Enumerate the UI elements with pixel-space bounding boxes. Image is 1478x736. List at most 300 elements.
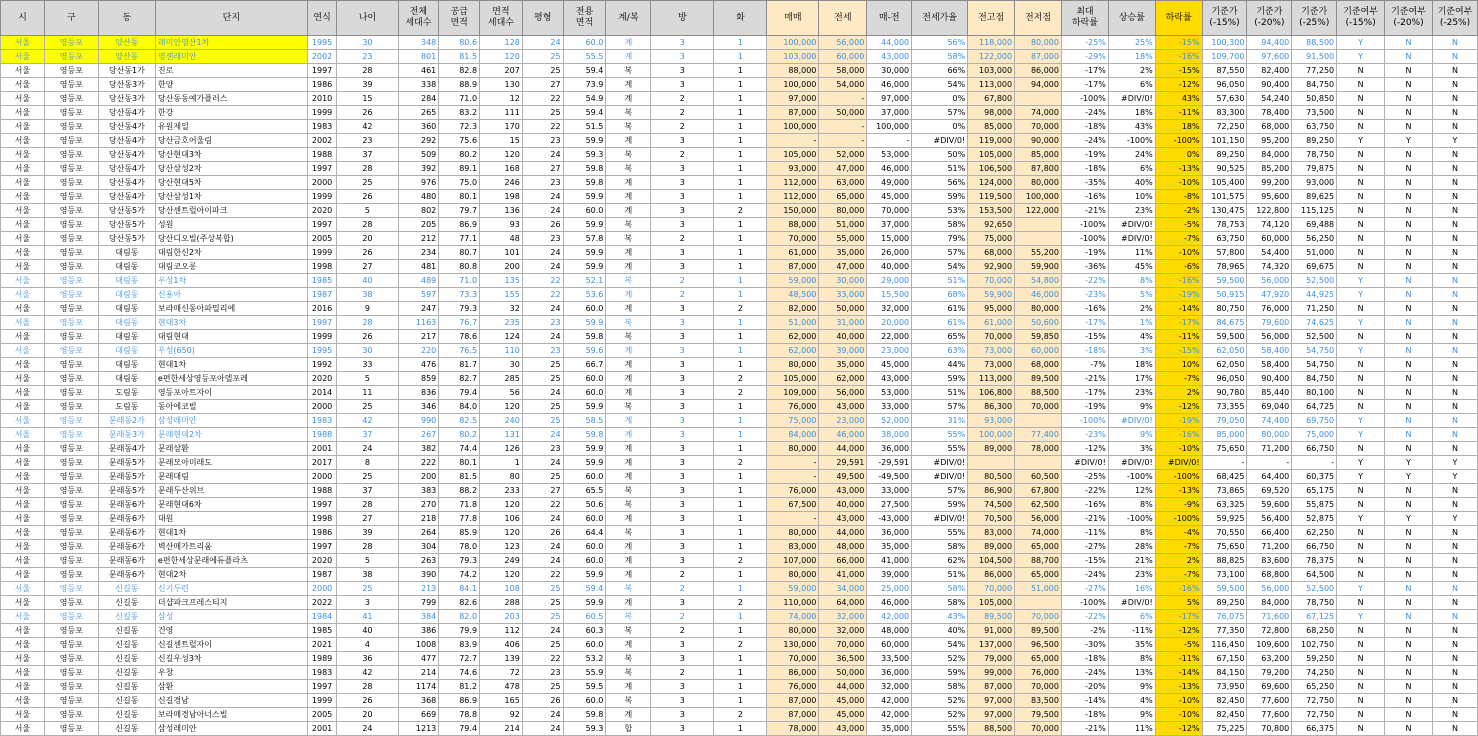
cell-base-flag-20[interactable]: N bbox=[1385, 50, 1433, 64]
cell-built-year[interactable]: 1997 bbox=[307, 218, 337, 232]
cell-base-price-15[interactable]: 78,965 bbox=[1202, 260, 1247, 274]
cell-dong[interactable]: 신길동 bbox=[98, 652, 155, 666]
cell-built-year[interactable]: 2020 bbox=[307, 554, 337, 568]
cell-rooms[interactable]: 3 bbox=[651, 204, 714, 218]
cell-dong[interactable]: 대림동 bbox=[98, 344, 155, 358]
cell-previous-high[interactable]: 119,500 bbox=[968, 190, 1015, 204]
header-dong[interactable]: 동 bbox=[98, 1, 155, 36]
header-city[interactable]: 시 bbox=[1, 1, 45, 36]
cell-base-flag-20[interactable]: N bbox=[1385, 148, 1433, 162]
cell-jeonse-ratio[interactable]: 52% bbox=[912, 708, 968, 722]
cell-base-price-15[interactable]: 116,450 bbox=[1202, 638, 1247, 652]
cell-city[interactable]: 서울 bbox=[1, 358, 45, 372]
cell-total-units[interactable]: 220 bbox=[398, 344, 439, 358]
cell-base-flag-20[interactable]: N bbox=[1385, 232, 1433, 246]
cell-sale-minus-jeonse[interactable]: 100,000 bbox=[867, 120, 912, 134]
cell-drop-rate[interactable]: #DIV/0! bbox=[1155, 456, 1202, 470]
cell-complex[interactable]: 문래두산위브 bbox=[155, 484, 307, 498]
cell-base-price-20[interactable]: 69,040 bbox=[1247, 400, 1292, 414]
cell-base-flag-20[interactable]: N bbox=[1385, 260, 1433, 274]
cell-max-drop-rate[interactable]: -100% bbox=[1061, 596, 1108, 610]
cell-rise-rate[interactable]: 2% bbox=[1108, 64, 1155, 78]
cell-complex[interactable]: 당산동동예가플러스 bbox=[155, 92, 307, 106]
cell-previous-high[interactable]: 98,000 bbox=[968, 106, 1015, 120]
cell-built-year[interactable]: 2020 bbox=[307, 204, 337, 218]
cell-sale-minus-jeonse[interactable]: 60,000 bbox=[867, 638, 912, 652]
cell-total-units[interactable]: 859 bbox=[398, 372, 439, 386]
table-row[interactable] bbox=[1, 554, 1478, 568]
cell-type[interactable]: 계 bbox=[606, 512, 651, 526]
cell-rise-rate[interactable]: 45% bbox=[1108, 260, 1155, 274]
cell-sale[interactable]: 105,000 bbox=[767, 372, 819, 386]
cell-pyeong[interactable]: 24 bbox=[522, 722, 563, 736]
cell-previous-low[interactable]: 70,000 bbox=[1015, 680, 1062, 694]
cell-base-price-20[interactable]: 76,000 bbox=[1247, 302, 1292, 316]
cell-previous-high[interactable]: 97,000 bbox=[968, 708, 1015, 722]
cell-exclusive-area[interactable]: 59.9 bbox=[563, 316, 606, 330]
cell-jeonse-ratio[interactable]: 57% bbox=[912, 106, 968, 120]
cell-base-flag-20[interactable]: N bbox=[1385, 330, 1433, 344]
table-row[interactable] bbox=[1, 36, 1478, 50]
cell-supply-area[interactable]: 88.9 bbox=[439, 78, 480, 92]
cell-previous-low[interactable]: 70,000 bbox=[1015, 120, 1062, 134]
cell-sale-minus-jeonse[interactable]: 46,000 bbox=[867, 162, 912, 176]
table-row[interactable] bbox=[1, 722, 1478, 736]
cell-base-price-25[interactable]: 74,625 bbox=[1292, 316, 1337, 330]
cell-baths[interactable]: 1 bbox=[714, 498, 767, 512]
cell-complex[interactable]: 영센래미안 bbox=[155, 50, 307, 64]
cell-base-price-25[interactable]: 78,750 bbox=[1292, 596, 1337, 610]
cell-jeonse-ratio[interactable]: 61% bbox=[912, 302, 968, 316]
cell-jeonse[interactable]: 43,000 bbox=[819, 484, 867, 498]
cell-complex[interactable]: 문래삼환 bbox=[155, 442, 307, 456]
cell-rooms[interactable]: 3 bbox=[651, 246, 714, 260]
header-base-flag-20[interactable]: 기준여부 (-20%) bbox=[1385, 1, 1433, 36]
cell-jeonse[interactable]: 34,000 bbox=[819, 582, 867, 596]
cell-previous-low[interactable]: 90,000 bbox=[1015, 134, 1062, 148]
cell-rooms[interactable]: 3 bbox=[651, 638, 714, 652]
cell-sale[interactable]: 107,000 bbox=[767, 554, 819, 568]
cell-age[interactable]: 42 bbox=[337, 666, 398, 680]
cell-previous-high[interactable]: 70,500 bbox=[968, 512, 1015, 526]
cell-previous-low[interactable]: 86,000 bbox=[1015, 64, 1062, 78]
cell-sale-minus-jeonse[interactable]: 15,500 bbox=[867, 288, 912, 302]
cell-built-year[interactable]: 1989 bbox=[307, 652, 337, 666]
cell-baths[interactable]: 2 bbox=[714, 372, 767, 386]
cell-sale[interactable]: 76,000 bbox=[767, 680, 819, 694]
cell-sale-minus-jeonse[interactable]: 42,000 bbox=[867, 694, 912, 708]
cell-base-price-20[interactable]: 94,400 bbox=[1247, 36, 1292, 50]
cell-pyeong[interactable]: 22 bbox=[522, 652, 563, 666]
cell-base-flag-15[interactable]: Y bbox=[1337, 512, 1385, 526]
cell-base-price-20[interactable]: 83,600 bbox=[1247, 554, 1292, 568]
cell-base-flag-25[interactable]: N bbox=[1432, 694, 1477, 708]
cell-exclusive-area[interactable]: 59.9 bbox=[563, 596, 606, 610]
cell-complex[interactable]: 현대1차 bbox=[155, 358, 307, 372]
cell-base-price-20[interactable]: 70,800 bbox=[1247, 722, 1292, 736]
cell-baths[interactable]: 1 bbox=[714, 218, 767, 232]
cell-total-units[interactable]: 669 bbox=[398, 708, 439, 722]
cell-jeonse[interactable]: 51,000 bbox=[819, 218, 867, 232]
cell-base-flag-25[interactable]: N bbox=[1432, 722, 1477, 736]
header-district[interactable]: 구 bbox=[44, 1, 98, 36]
cell-total-units[interactable]: 263 bbox=[398, 554, 439, 568]
cell-complex[interactable]: 문래대림 bbox=[155, 470, 307, 484]
cell-total-units[interactable]: 480 bbox=[398, 190, 439, 204]
cell-exclusive-area[interactable]: 59.9 bbox=[563, 260, 606, 274]
cell-dong[interactable]: 대림동 bbox=[98, 302, 155, 316]
cell-previous-low[interactable] bbox=[1015, 232, 1062, 246]
cell-area-units[interactable]: 120 bbox=[480, 498, 523, 512]
table-row[interactable] bbox=[1, 470, 1478, 484]
cell-max-drop-rate[interactable]: -19% bbox=[1061, 246, 1108, 260]
cell-base-price-25[interactable]: 71,250 bbox=[1292, 302, 1337, 316]
cell-age[interactable]: 27 bbox=[337, 512, 398, 526]
cell-dong[interactable]: 대림동 bbox=[98, 330, 155, 344]
cell-base-price-20[interactable]: 109,600 bbox=[1247, 638, 1292, 652]
cell-base-flag-25[interactable]: Y bbox=[1432, 512, 1477, 526]
cell-previous-low[interactable]: 88,700 bbox=[1015, 554, 1062, 568]
cell-base-price-25[interactable]: 65,250 bbox=[1292, 680, 1337, 694]
cell-base-price-20[interactable]: 122,800 bbox=[1247, 204, 1292, 218]
cell-base-price-15[interactable]: 109,700 bbox=[1202, 50, 1247, 64]
cell-previous-high[interactable]: 105,000 bbox=[968, 596, 1015, 610]
cell-supply-area[interactable]: 82.0 bbox=[439, 610, 480, 624]
cell-complex[interactable]: 보라매신동아파밀리에 bbox=[155, 302, 307, 316]
cell-jeonse-ratio[interactable]: 53% bbox=[912, 204, 968, 218]
cell-sale[interactable]: 48,500 bbox=[767, 288, 819, 302]
cell-base-price-20[interactable]: 56,000 bbox=[1247, 582, 1292, 596]
cell-supply-area[interactable]: 79.3 bbox=[439, 302, 480, 316]
cell-max-drop-rate[interactable]: -100% bbox=[1061, 232, 1108, 246]
cell-sale-minus-jeonse[interactable]: 52,000 bbox=[867, 414, 912, 428]
cell-base-flag-15[interactable]: N bbox=[1337, 652, 1385, 666]
cell-jeonse[interactable]: - bbox=[819, 92, 867, 106]
cell-built-year[interactable]: 2005 bbox=[307, 708, 337, 722]
cell-complex[interactable]: 현대1차 bbox=[155, 526, 307, 540]
cell-base-flag-25[interactable]: N bbox=[1432, 400, 1477, 414]
cell-base-price-25[interactable]: 66,750 bbox=[1292, 442, 1337, 456]
cell-total-units[interactable]: 382 bbox=[398, 442, 439, 456]
cell-jeonse[interactable]: 55,000 bbox=[819, 232, 867, 246]
cell-pyeong[interactable]: 24 bbox=[522, 260, 563, 274]
cell-dong[interactable]: 신길동 bbox=[98, 638, 155, 652]
cell-pyeong[interactable]: 25 bbox=[522, 596, 563, 610]
cell-sale-minus-jeonse[interactable]: -29,591 bbox=[867, 456, 912, 470]
cell-built-year[interactable]: 2000 bbox=[307, 176, 337, 190]
cell-district[interactable]: 영등포 bbox=[44, 526, 98, 540]
cell-base-price-25[interactable]: 88,500 bbox=[1292, 36, 1337, 50]
cell-complex[interactable]: 동아에코빌 bbox=[155, 400, 307, 414]
cell-base-price-25[interactable]: 66,750 bbox=[1292, 540, 1337, 554]
cell-city[interactable]: 서울 bbox=[1, 260, 45, 274]
cell-complex[interactable]: 삼환 bbox=[155, 680, 307, 694]
cell-age[interactable]: 33 bbox=[337, 358, 398, 372]
cell-supply-area[interactable]: 81.5 bbox=[439, 50, 480, 64]
cell-city[interactable]: 서울 bbox=[1, 456, 45, 470]
cell-base-price-25[interactable]: 78,375 bbox=[1292, 554, 1337, 568]
cell-total-units[interactable]: 222 bbox=[398, 456, 439, 470]
cell-sale-minus-jeonse[interactable]: 32,000 bbox=[867, 302, 912, 316]
cell-type[interactable]: 계 bbox=[606, 36, 651, 50]
cell-base-flag-20[interactable]: Y bbox=[1385, 456, 1433, 470]
cell-complex[interactable]: 벽산메가트리움 bbox=[155, 540, 307, 554]
cell-base-price-15[interactable]: 89,250 bbox=[1202, 148, 1247, 162]
cell-baths[interactable]: 1 bbox=[714, 92, 767, 106]
cell-total-units[interactable]: 836 bbox=[398, 386, 439, 400]
cell-base-flag-20[interactable]: N bbox=[1385, 92, 1433, 106]
cell-base-flag-25[interactable]: N bbox=[1432, 302, 1477, 316]
cell-baths[interactable]: 1 bbox=[714, 288, 767, 302]
cell-previous-high[interactable]: 86,900 bbox=[968, 484, 1015, 498]
cell-base-flag-15[interactable]: N bbox=[1337, 638, 1385, 652]
cell-rooms[interactable]: 3 bbox=[651, 540, 714, 554]
cell-baths[interactable]: 1 bbox=[714, 582, 767, 596]
cell-exclusive-area[interactable]: 59.4 bbox=[563, 582, 606, 596]
cell-type[interactable]: 계 bbox=[606, 470, 651, 484]
cell-pyeong[interactable]: 24 bbox=[522, 148, 563, 162]
cell-base-price-20[interactable]: 69,600 bbox=[1247, 680, 1292, 694]
table-row[interactable] bbox=[1, 596, 1478, 610]
cell-age[interactable]: 42 bbox=[337, 414, 398, 428]
cell-base-price-20[interactable]: 58,400 bbox=[1247, 358, 1292, 372]
cell-base-flag-15[interactable]: N bbox=[1337, 204, 1385, 218]
cell-type[interactable]: 계 bbox=[606, 568, 651, 582]
cell-complex[interactable]: 유원제일 bbox=[155, 120, 307, 134]
cell-base-price-25[interactable]: 56,250 bbox=[1292, 232, 1337, 246]
cell-city[interactable]: 서울 bbox=[1, 120, 45, 134]
cell-jeonse-ratio[interactable]: 63% bbox=[912, 344, 968, 358]
cell-area-units[interactable]: 110 bbox=[480, 344, 523, 358]
cell-district[interactable]: 영등포 bbox=[44, 36, 98, 50]
cell-base-price-15[interactable]: 75,650 bbox=[1202, 442, 1247, 456]
cell-age[interactable]: 5 bbox=[337, 372, 398, 386]
cell-age[interactable]: 38 bbox=[337, 288, 398, 302]
cell-base-price-20[interactable]: 71,200 bbox=[1247, 540, 1292, 554]
cell-sale[interactable]: 103,000 bbox=[767, 50, 819, 64]
header-baths[interactable]: 화 bbox=[714, 1, 767, 36]
cell-dong[interactable]: 당산동4가 bbox=[98, 120, 155, 134]
cell-pyeong[interactable]: 25 bbox=[522, 358, 563, 372]
cell-base-flag-25[interactable]: N bbox=[1432, 610, 1477, 624]
header-max-drop-rate[interactable]: 최대 하락률 bbox=[1061, 1, 1108, 36]
cell-base-price-15[interactable]: 67,150 bbox=[1202, 652, 1247, 666]
cell-supply-area[interactable]: 89.1 bbox=[439, 162, 480, 176]
cell-city[interactable]: 서울 bbox=[1, 708, 45, 722]
cell-baths[interactable]: 1 bbox=[714, 246, 767, 260]
cell-sale[interactable]: 112,000 bbox=[767, 176, 819, 190]
cell-base-price-25[interactable]: 91,500 bbox=[1292, 50, 1337, 64]
cell-rise-rate[interactable]: 11% bbox=[1108, 246, 1155, 260]
cell-type[interactable]: 계 bbox=[606, 554, 651, 568]
cell-base-price-20[interactable]: 60,000 bbox=[1247, 232, 1292, 246]
cell-base-flag-15[interactable]: N bbox=[1337, 260, 1385, 274]
cell-district[interactable]: 영등포 bbox=[44, 652, 98, 666]
cell-baths[interactable]: 1 bbox=[714, 148, 767, 162]
cell-max-drop-rate[interactable]: -20% bbox=[1061, 680, 1108, 694]
cell-drop-rate[interactable]: -5% bbox=[1155, 638, 1202, 652]
cell-rise-rate[interactable]: 17% bbox=[1108, 372, 1155, 386]
cell-base-price-25[interactable]: 52,500 bbox=[1292, 330, 1337, 344]
cell-drop-rate[interactable]: 18% bbox=[1155, 120, 1202, 134]
cell-drop-rate[interactable]: -12% bbox=[1155, 400, 1202, 414]
cell-drop-rate[interactable]: -7% bbox=[1155, 372, 1202, 386]
cell-supply-area[interactable]: 86.9 bbox=[439, 218, 480, 232]
cell-previous-low[interactable]: 46,000 bbox=[1015, 288, 1062, 302]
cell-sale[interactable]: 78,000 bbox=[767, 722, 819, 736]
cell-district[interactable]: 영등포 bbox=[44, 484, 98, 498]
cell-base-flag-15[interactable]: N bbox=[1337, 722, 1385, 736]
cell-max-drop-rate[interactable]: -16% bbox=[1061, 302, 1108, 316]
cell-base-flag-25[interactable]: N bbox=[1432, 568, 1477, 582]
cell-jeonse-ratio[interactable]: 43% bbox=[912, 610, 968, 624]
cell-rise-rate[interactable]: 18% bbox=[1108, 358, 1155, 372]
cell-district[interactable]: 영등포 bbox=[44, 638, 98, 652]
cell-base-flag-25[interactable]: N bbox=[1432, 358, 1477, 372]
cell-sale[interactable]: 75,000 bbox=[767, 414, 819, 428]
cell-dong[interactable]: 당산동4가 bbox=[98, 106, 155, 120]
cell-total-units[interactable]: 267 bbox=[398, 428, 439, 442]
cell-built-year[interactable]: 1997 bbox=[307, 64, 337, 78]
cell-previous-high[interactable]: 122,000 bbox=[968, 50, 1015, 64]
cell-type[interactable]: 복 bbox=[606, 498, 651, 512]
cell-type[interactable]: 복 bbox=[606, 526, 651, 540]
cell-base-price-15[interactable]: 59,500 bbox=[1202, 274, 1247, 288]
cell-baths[interactable]: 2 bbox=[714, 554, 767, 568]
cell-base-flag-25[interactable]: N bbox=[1432, 596, 1477, 610]
cell-base-price-20[interactable]: 66,400 bbox=[1247, 526, 1292, 540]
cell-exclusive-area[interactable]: 59.9 bbox=[563, 218, 606, 232]
cell-rooms[interactable]: 3 bbox=[651, 316, 714, 330]
cell-rooms[interactable]: 2 bbox=[651, 568, 714, 582]
cell-max-drop-rate[interactable]: -17% bbox=[1061, 78, 1108, 92]
cell-base-flag-15[interactable]: Y bbox=[1337, 134, 1385, 148]
cell-previous-high[interactable]: 83,000 bbox=[968, 526, 1015, 540]
cell-supply-area[interactable]: 78.6 bbox=[439, 330, 480, 344]
cell-complex[interactable]: 당산현대3차 bbox=[155, 148, 307, 162]
table-row[interactable] bbox=[1, 414, 1478, 428]
cell-type[interactable]: 복 bbox=[606, 232, 651, 246]
cell-previous-high[interactable]: 106,800 bbox=[968, 386, 1015, 400]
cell-base-flag-20[interactable]: N bbox=[1385, 400, 1433, 414]
cell-previous-high[interactable]: 119,000 bbox=[968, 134, 1015, 148]
cell-previous-high[interactable]: 104,500 bbox=[968, 554, 1015, 568]
cell-base-price-25[interactable]: 54,750 bbox=[1292, 358, 1337, 372]
cell-pyeong[interactable]: 23 bbox=[522, 442, 563, 456]
cell-built-year[interactable]: 2002 bbox=[307, 134, 337, 148]
cell-district[interactable]: 영등포 bbox=[44, 302, 98, 316]
cell-sale[interactable]: 88,000 bbox=[767, 64, 819, 78]
cell-sale[interactable]: 86,000 bbox=[767, 666, 819, 680]
cell-base-price-20[interactable]: 95,600 bbox=[1247, 190, 1292, 204]
cell-rooms[interactable]: 3 bbox=[651, 64, 714, 78]
cell-sale-minus-jeonse[interactable]: 45,000 bbox=[867, 358, 912, 372]
cell-base-price-25[interactable]: 69,750 bbox=[1292, 414, 1337, 428]
cell-jeonse-ratio[interactable]: 54% bbox=[912, 638, 968, 652]
cell-built-year[interactable]: 1987 bbox=[307, 288, 337, 302]
cell-sale[interactable]: 59,000 bbox=[767, 274, 819, 288]
cell-built-year[interactable]: 1998 bbox=[307, 512, 337, 526]
cell-district[interactable]: 영등포 bbox=[44, 568, 98, 582]
cell-sale[interactable]: 62,000 bbox=[767, 330, 819, 344]
cell-sale[interactable]: 87,000 bbox=[767, 260, 819, 274]
header-type[interactable]: 계/복 bbox=[606, 1, 651, 36]
cell-base-flag-20[interactable]: N bbox=[1385, 484, 1433, 498]
cell-base-flag-25[interactable]: N bbox=[1432, 316, 1477, 330]
cell-previous-high[interactable]: 70,000 bbox=[968, 274, 1015, 288]
cell-jeonse-ratio[interactable]: 56% bbox=[912, 36, 968, 50]
cell-dong[interactable]: 신길동 bbox=[98, 610, 155, 624]
cell-age[interactable]: 25 bbox=[337, 176, 398, 190]
cell-jeonse[interactable]: 63,000 bbox=[819, 176, 867, 190]
cell-base-price-20[interactable]: 77,600 bbox=[1247, 708, 1292, 722]
cell-complex[interactable]: 신길우성3차 bbox=[155, 652, 307, 666]
header-jeonse-ratio[interactable]: 전세가율 bbox=[912, 1, 968, 36]
cell-jeonse[interactable]: 50,000 bbox=[819, 666, 867, 680]
cell-max-drop-rate[interactable]: -16% bbox=[1061, 190, 1108, 204]
cell-base-price-15[interactable]: 50,915 bbox=[1202, 288, 1247, 302]
cell-city[interactable]: 서울 bbox=[1, 540, 45, 554]
cell-city[interactable]: 서울 bbox=[1, 274, 45, 288]
cell-base-flag-15[interactable]: N bbox=[1337, 708, 1385, 722]
cell-base-flag-15[interactable]: N bbox=[1337, 554, 1385, 568]
cell-pyeong[interactable]: 23 bbox=[522, 176, 563, 190]
cell-drop-rate[interactable]: -10% bbox=[1155, 694, 1202, 708]
cell-rise-rate[interactable]: 25% bbox=[1108, 36, 1155, 50]
cell-rooms[interactable]: 2 bbox=[651, 92, 714, 106]
cell-base-flag-25[interactable]: N bbox=[1432, 204, 1477, 218]
cell-sale[interactable]: 51,000 bbox=[767, 316, 819, 330]
cell-previous-high[interactable]: 92,650 bbox=[968, 218, 1015, 232]
cell-rise-rate[interactable]: 9% bbox=[1108, 400, 1155, 414]
cell-area-units[interactable]: 93 bbox=[480, 218, 523, 232]
cell-pyeong[interactable]: 24 bbox=[522, 302, 563, 316]
cell-previous-high[interactable]: 70,000 bbox=[968, 582, 1015, 596]
cell-drop-rate[interactable]: -11% bbox=[1155, 330, 1202, 344]
cell-baths[interactable]: 2 bbox=[714, 204, 767, 218]
cell-drop-rate[interactable]: 0% bbox=[1155, 148, 1202, 162]
cell-baths[interactable]: 1 bbox=[714, 344, 767, 358]
cell-jeonse[interactable]: 62,000 bbox=[819, 372, 867, 386]
cell-base-price-15[interactable]: 96,050 bbox=[1202, 78, 1247, 92]
table-row[interactable] bbox=[1, 498, 1478, 512]
cell-area-units[interactable]: 128 bbox=[480, 36, 523, 50]
cell-sale[interactable]: 87,000 bbox=[767, 106, 819, 120]
cell-previous-low[interactable] bbox=[1015, 596, 1062, 610]
cell-age[interactable]: 5 bbox=[337, 204, 398, 218]
cell-pyeong[interactable]: 25 bbox=[522, 106, 563, 120]
cell-base-flag-20[interactable]: N bbox=[1385, 610, 1433, 624]
cell-drop-rate[interactable]: -19% bbox=[1155, 414, 1202, 428]
cell-type[interactable]: 복 bbox=[606, 624, 651, 638]
cell-base-flag-15[interactable]: Y bbox=[1337, 456, 1385, 470]
cell-rooms[interactable]: 3 bbox=[651, 134, 714, 148]
cell-jeonse-ratio[interactable]: 55% bbox=[912, 722, 968, 736]
cell-base-flag-15[interactable]: N bbox=[1337, 246, 1385, 260]
cell-base-flag-25[interactable]: N bbox=[1432, 260, 1477, 274]
cell-base-flag-15[interactable]: N bbox=[1337, 624, 1385, 638]
cell-sale-minus-jeonse[interactable]: 30,000 bbox=[867, 64, 912, 78]
cell-jeonse-ratio[interactable]: 58% bbox=[912, 596, 968, 610]
cell-sale-minus-jeonse[interactable]: 53,000 bbox=[867, 386, 912, 400]
cell-jeonse-ratio[interactable]: 57% bbox=[912, 484, 968, 498]
cell-drop-rate[interactable]: 5% bbox=[1155, 596, 1202, 610]
cell-area-units[interactable]: 203 bbox=[480, 610, 523, 624]
cell-dong[interactable]: 당산동5가 bbox=[98, 218, 155, 232]
cell-base-flag-20[interactable]: N bbox=[1385, 442, 1433, 456]
cell-sale[interactable]: 80,000 bbox=[767, 624, 819, 638]
cell-district[interactable]: 영등포 bbox=[44, 134, 98, 148]
